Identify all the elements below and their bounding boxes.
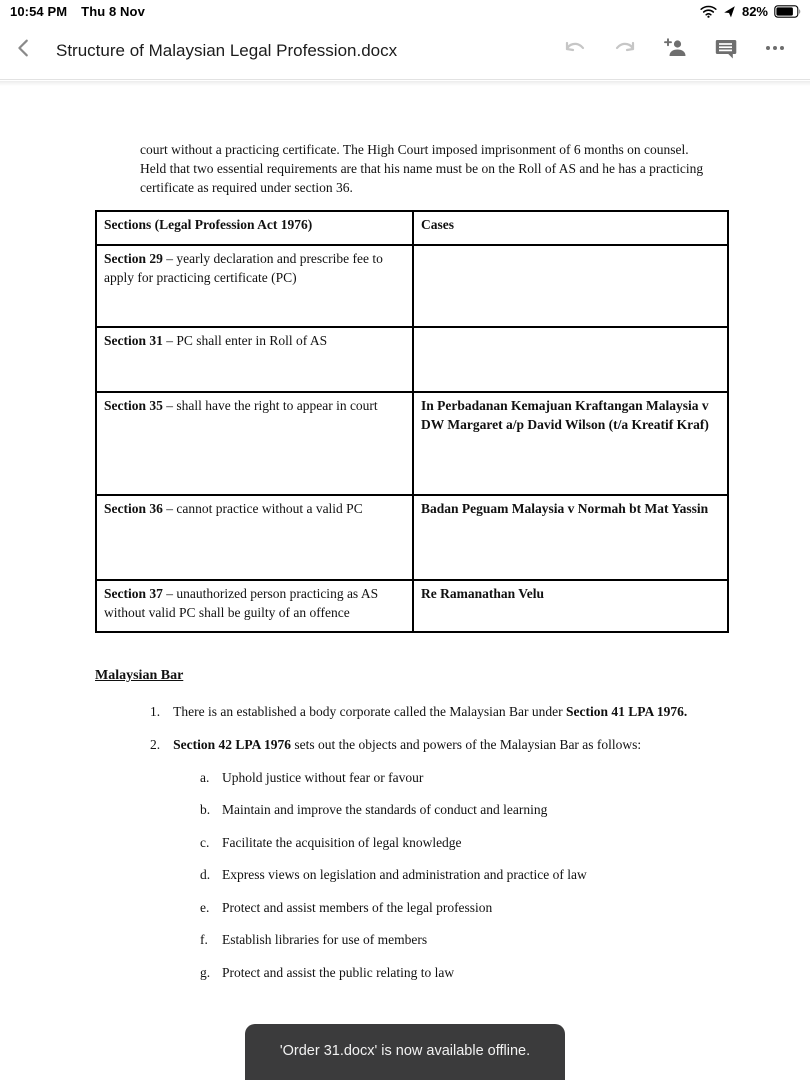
battery-percent: 82% (741, 3, 768, 19)
case-cell: Badan Peguam Malaysia v Normah bt Mat Yassin (413, 495, 728, 580)
status-bar (0, 0, 810, 22)
section-cell: Section 37 – unauthorized person practicing as AS without valid PC shall be guilty of an offence (96, 580, 413, 632)
undo-icon (563, 36, 587, 65)
wifi-icon (700, 5, 717, 18)
share-collaborate-button[interactable] (656, 32, 694, 70)
lettered-item: a. Uphold justice without fear or favour (200, 769, 424, 785)
table-header-row (96, 211, 728, 245)
lettered-item: f. Establish libraries for use of members (200, 932, 428, 947)
add-person-icon (662, 36, 688, 65)
case-cell (413, 245, 728, 327)
section-cell: Section 31 – PC shall enter in Roll of AS (96, 327, 413, 392)
lettered-item: c. Facilitate the acquisition of legal knowledge (200, 834, 462, 850)
redo-icon (613, 36, 637, 65)
lettered-item: b. Maintain and improve the standards of conduct and learning (200, 802, 548, 817)
case-cell: In Perbadanan Kemajuan Kraftangan Malaysia v DW Margaret a/p David Wilson (t/a Kreatif Kraf) (413, 392, 728, 495)
undo-button[interactable] (556, 32, 594, 70)
lettered-item: d. Express views on legislation and administration and practice of law (200, 867, 587, 882)
section-cell: Section 35 – shall have the right to appear in court (96, 392, 413, 495)
lettered-item: e. Protect and assist members of the legal profession (200, 899, 493, 915)
more-options-button[interactable] (756, 32, 794, 70)
header-sections: Sections (Legal Profession Act 1976) (96, 211, 413, 245)
toast-message: 'Order 31.docx' is now available offline. (279, 1043, 531, 1059)
redo-button[interactable] (606, 32, 644, 70)
clock: 10:54 PM (10, 3, 68, 19)
case-cell (413, 327, 728, 392)
table-row (96, 392, 728, 495)
offline-toast (245, 1024, 565, 1080)
numbered-item: 1. There is an established a body corporate called the Malaysian Bar under Section 41 LPA 1976. (150, 704, 688, 719)
comment-icon (713, 36, 737, 65)
case-cell: Re Ramanathan Velu (413, 580, 728, 632)
ellipsis-icon (763, 36, 787, 65)
comments-button[interactable] (706, 32, 744, 70)
malaysian-bar-heading: Malaysian Bar (95, 668, 184, 683)
document-page[interactable] (0, 86, 810, 982)
toolbar (0, 22, 810, 80)
table-row (96, 495, 728, 580)
battery-icon (774, 5, 802, 18)
section-cell: Section 36 – cannot practice without a valid PC (96, 495, 413, 580)
chevron-left-icon (13, 37, 35, 64)
section-cell: Section 29 – yearly declaration and prescribe fee to apply for practicing certificate (PC) (96, 245, 413, 327)
location-arrow-icon (723, 5, 736, 18)
date: Thu 8 Nov (81, 3, 145, 19)
table-row (96, 245, 728, 327)
back-button[interactable] (2, 29, 46, 73)
header-cases: Cases (413, 211, 728, 245)
document-title: Structure of Malaysian Legal Profession.docx (56, 40, 398, 60)
table-row (96, 327, 728, 392)
intro-paragraph: court without a practicing certificate. The High Court imposed imprisonment of 6 months on counsel. Held that two essential requirements are that his name must be on the Roll of AS and he has a practicing certificate as required under section 36. (140, 142, 704, 195)
sections-cases-table (95, 210, 729, 633)
numbered-item: 2. Section 42 LPA 1976 sets out the objects and powers of the Malaysian Bar as follows: (150, 737, 642, 752)
table-row (96, 580, 728, 632)
lettered-item: g. Protect and assist the public relating to law (200, 964, 455, 980)
